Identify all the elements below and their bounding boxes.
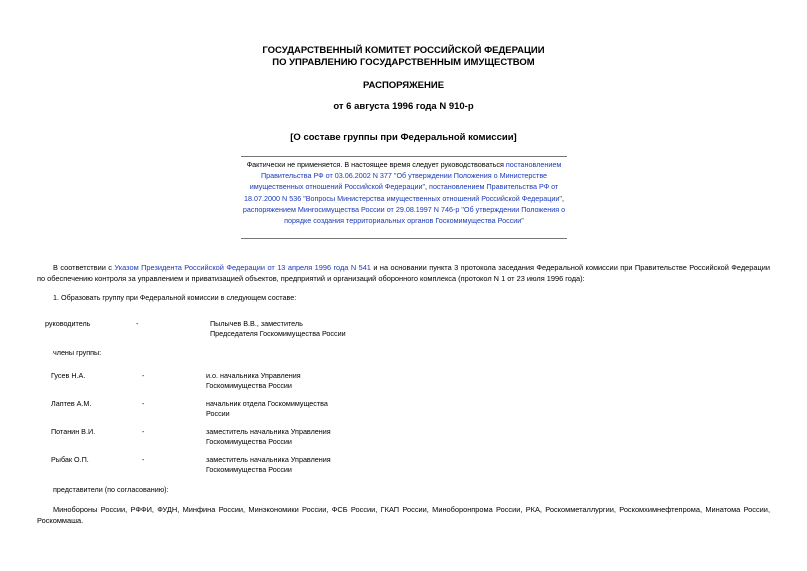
note-top-rule: [241, 156, 567, 157]
note-text-1: Фактически не применяется. В настоящее время следует руководствоваться: [246, 160, 506, 169]
member-name: Лаптев А.М.: [51, 399, 92, 408]
member-dash: -: [142, 427, 145, 436]
member-position-line-1: заместитель начальника Управления: [206, 455, 331, 464]
member-dash: -: [142, 455, 145, 464]
member-position-line-1: заместитель начальника Управления: [206, 427, 331, 436]
leader-dash: -: [136, 319, 139, 328]
preamble-text-2: и на основании пункта 3 протокола заседания Федеральной комиссии при Правительстве Российской Федерации по обеспечению контроля за управлением и приватизацией объектов, предприятий и организаций оборонного комплекса (протокол N 1 от 23 июля 1996 года):: [37, 263, 770, 284]
note-link-decree-377[interactable]: постановлением Правительства РФ от 03.06.2002 N 377 "Об утверждении Положения о Министерстве имущественных отношений Российской Федерации": [249, 160, 562, 192]
member-dash: -: [142, 371, 145, 380]
member-position-line-2: Госкомимущества России: [206, 437, 292, 446]
preamble-text-1: В соответствии с: [53, 263, 115, 272]
preamble-paragraph: [37, 262, 770, 285]
note-link-order-746[interactable]: распоряжением Мингосимущества России от 29.08.1997 N 746-р "Об утверждении Положения о порядке создания территориальных органов Госкомимущества России": [242, 204, 566, 226]
member-dash: -: [142, 399, 145, 408]
member-position-line-2: Госкомимущества России: [206, 465, 292, 474]
note-link-decree-536[interactable]: постановлением Правительства РФ от 18.07.2000 N 536 "Вопросы Министерства имущественных отношений Российской Федерации": [244, 182, 562, 203]
members-label: члены группы:: [53, 348, 102, 357]
preamble-link-decree-541[interactable]: Указом Президента Российской Федерации от 13 апреля 1996 года N 541: [114, 263, 371, 272]
member-name: Рыбак О.П.: [51, 455, 89, 464]
member-position-line-1: начальник отдела Госкомимущества: [206, 399, 328, 408]
leader-role: руководитель: [45, 319, 91, 328]
member-name: Потанин В.И.: [51, 427, 96, 436]
representatives-label: представители (по согласованию):: [53, 485, 169, 494]
document-subject: [О составе группы при Федеральной комиссии]: [290, 132, 517, 143]
member-position-line-2: Госкомимущества России: [206, 381, 292, 390]
item-1-text: 1. Образовать группу при Федеральной комиссии в следующем составе:: [53, 293, 297, 302]
representatives-list: Минобороны России, РФФИ, ФУДН, Минфина России, Минэкономики России, ФСБ России, ГКАП России, Минобоpонпрома России, РКА, Роскомметаллургии, Роскомхимнефтепрома, Минатома России, Роскоммаша.: [37, 505, 770, 526]
member-name: Гусев Н.А.: [51, 371, 86, 380]
issuer-line-1: ГОСУДАРСТВЕННЫЙ КОМИТЕТ РОССИЙСКОЙ ФЕДЕРАЦИИ: [262, 45, 545, 56]
note-text-3: ,: [561, 193, 564, 203]
member-position-line-2: России: [206, 409, 230, 418]
document-type: РАСПОРЯЖЕНИЕ: [362, 80, 445, 91]
issuer-line-2: ПО УПРАВЛЕНИЮ ГОСУДАРСТВЕННЫМ ИМУЩЕСТВОМ: [272, 57, 535, 68]
leader-position-line-1: Пылычев В.В., заместитель: [210, 319, 303, 328]
note-text-2: ,: [425, 182, 430, 192]
note-bottom-rule: [241, 238, 567, 239]
applicability-note: [240, 159, 568, 226]
leader-position-line-2: Председателя Госкомимущества России: [210, 329, 346, 338]
member-position-line-1: и.о. начальника Управления: [206, 371, 301, 380]
document-date-number: от 6 августа 1996 года N 910-р: [333, 101, 474, 112]
